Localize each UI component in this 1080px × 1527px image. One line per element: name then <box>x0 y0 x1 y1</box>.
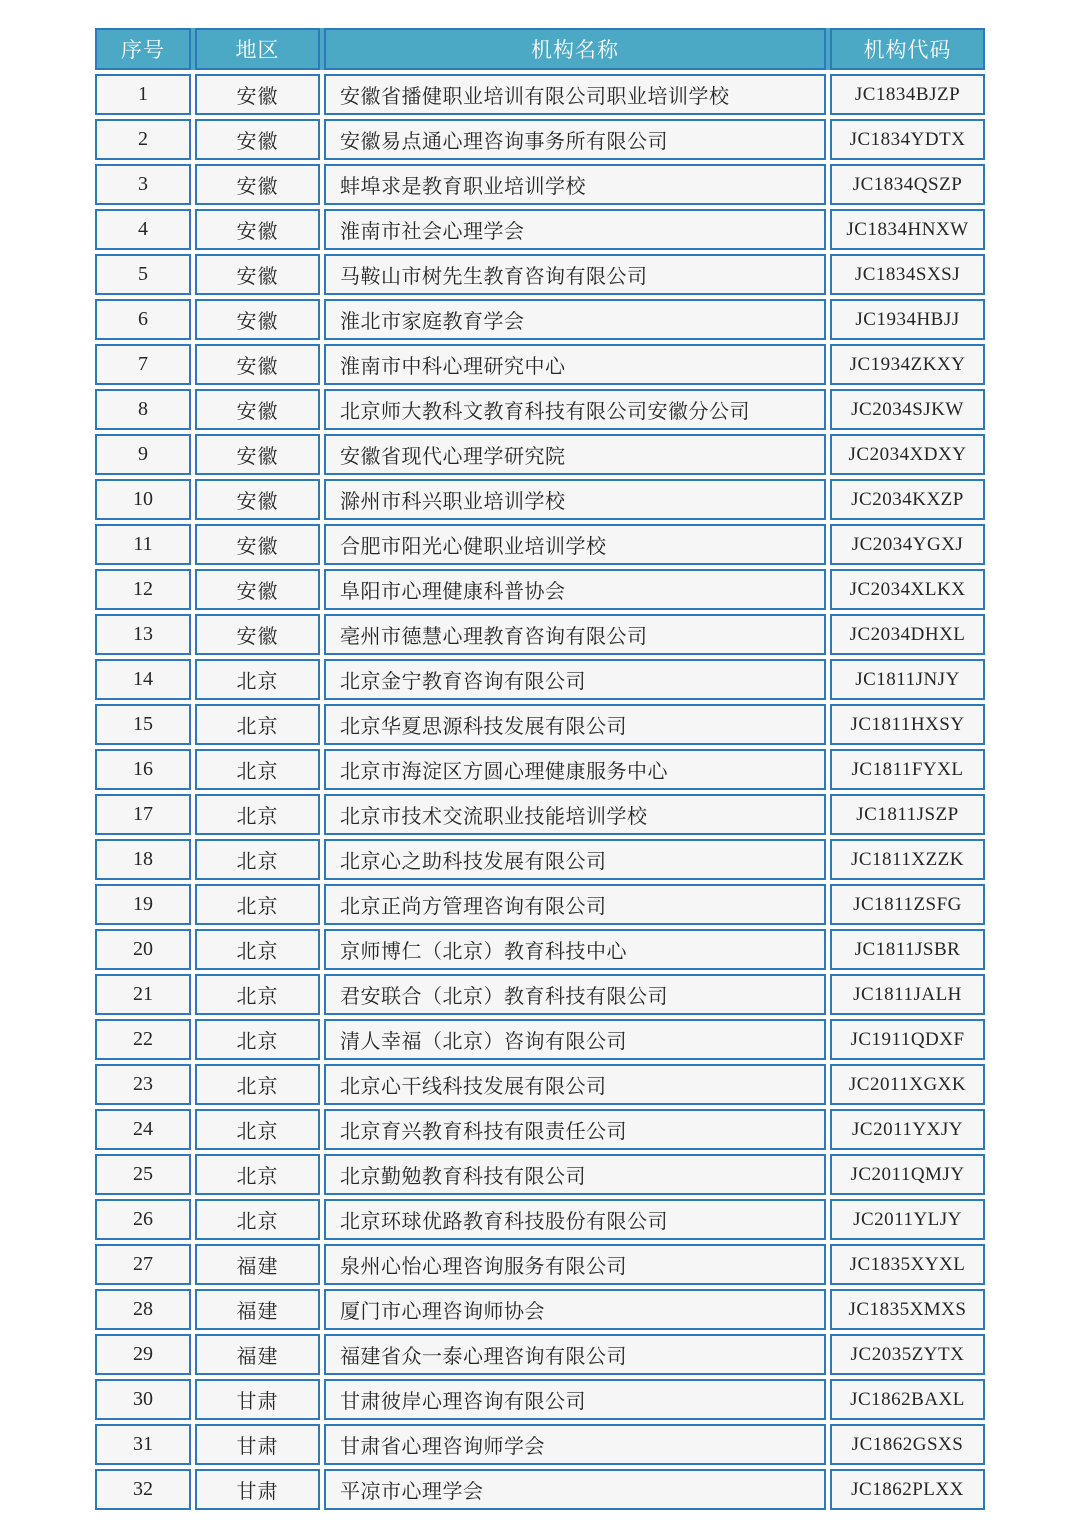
table-row <box>95 299 985 340</box>
cell-region: 安徽 <box>195 119 320 160</box>
cell-institution-name: 淮南市社会心理学会 <box>324 209 826 250</box>
cell-institution-name: 北京心之助科技发展有限公司 <box>324 839 826 880</box>
cell-region: 福建 <box>195 1244 320 1285</box>
cell-index: 31 <box>95 1424 191 1465</box>
table-row <box>95 434 985 475</box>
cell-institution-code: JC1834QSZP <box>830 164 985 205</box>
cell-region: 安徽 <box>195 74 320 115</box>
cell-institution-name: 淮南市中科心理研究中心 <box>324 344 826 385</box>
table-row <box>95 794 985 835</box>
cell-institution-name: 泉州心怡心理咨询服务有限公司 <box>324 1244 826 1285</box>
cell-region: 北京 <box>195 749 320 790</box>
table-row <box>95 1334 985 1375</box>
cell-institution-name: 淮北市家庭教育学会 <box>324 299 826 340</box>
cell-index: 20 <box>95 929 191 970</box>
cell-institution-name: 马鞍山市树先生教育咨询有限公司 <box>324 254 826 295</box>
cell-index: 21 <box>95 974 191 1015</box>
cell-institution-code: JC1862GSXS <box>830 1424 985 1465</box>
cell-index: 10 <box>95 479 191 520</box>
cell-index: 14 <box>95 659 191 700</box>
cell-region: 甘肃 <box>195 1424 320 1465</box>
cell-index: 1 <box>95 74 191 115</box>
cell-region: 安徽 <box>195 434 320 475</box>
cell-region: 安徽 <box>195 389 320 430</box>
cell-institution-code: JC2011QMJY <box>830 1154 985 1195</box>
cell-index: 8 <box>95 389 191 430</box>
table-row <box>95 749 985 790</box>
cell-institution-name: 北京市技术交流职业技能培训学校 <box>324 794 826 835</box>
cell-index: 27 <box>95 1244 191 1285</box>
column-header-index: 序号 <box>95 28 191 70</box>
cell-region: 福建 <box>195 1334 320 1375</box>
cell-institution-code: JC1811HXSY <box>830 704 985 745</box>
cell-region: 北京 <box>195 1154 320 1195</box>
cell-index: 11 <box>95 524 191 565</box>
cell-institution-code: JC1834HNXW <box>830 209 985 250</box>
cell-region: 北京 <box>195 1109 320 1150</box>
table-row <box>95 1424 985 1465</box>
cell-index: 5 <box>95 254 191 295</box>
cell-index: 22 <box>95 1019 191 1060</box>
cell-institution-name: 亳州市德慧心理教育咨询有限公司 <box>324 614 826 655</box>
cell-region: 安徽 <box>195 569 320 610</box>
cell-institution-code: JC2011YLJY <box>830 1199 985 1240</box>
cell-institution-name: 君安联合（北京）教育科技有限公司 <box>324 974 826 1015</box>
cell-region: 安徽 <box>195 254 320 295</box>
cell-region: 北京 <box>195 884 320 925</box>
cell-region: 北京 <box>195 659 320 700</box>
cell-index: 13 <box>95 614 191 655</box>
cell-institution-code: JC1862BAXL <box>830 1379 985 1420</box>
cell-institution-code: JC2034DHXL <box>830 614 985 655</box>
cell-institution-name: 北京环球优路教育科技股份有限公司 <box>324 1199 826 1240</box>
cell-index: 29 <box>95 1334 191 1375</box>
cell-index: 6 <box>95 299 191 340</box>
cell-institution-code: JC2035ZYTX <box>830 1334 985 1375</box>
cell-region: 安徽 <box>195 209 320 250</box>
cell-institution-name: 北京正尚方管理咨询有限公司 <box>324 884 826 925</box>
table-row <box>95 524 985 565</box>
table-row <box>95 209 985 250</box>
table-row <box>95 1019 985 1060</box>
table-row <box>95 164 985 205</box>
cell-institution-name: 北京师大教科文教育科技有限公司安徽分公司 <box>324 389 826 430</box>
column-header-institution-name: 机构名称 <box>324 28 826 70</box>
table-row <box>95 704 985 745</box>
cell-region: 北京 <box>195 839 320 880</box>
cell-region: 安徽 <box>195 164 320 205</box>
table-row <box>95 1379 985 1420</box>
cell-institution-name: 蚌埠求是教育职业培训学校 <box>324 164 826 205</box>
cell-institution-name: 清人幸福（北京）咨询有限公司 <box>324 1019 826 1060</box>
cell-region: 北京 <box>195 1019 320 1060</box>
cell-region: 安徽 <box>195 524 320 565</box>
cell-institution-name: 甘肃省心理咨询师学会 <box>324 1424 826 1465</box>
cell-region: 福建 <box>195 1289 320 1330</box>
cell-index: 32 <box>95 1469 191 1510</box>
cell-institution-code: JC1834BJZP <box>830 74 985 115</box>
table-row <box>95 479 985 520</box>
cell-institution-code: JC1811XZZK <box>830 839 985 880</box>
cell-institution-name: 北京心干线科技发展有限公司 <box>324 1064 826 1105</box>
cell-institution-name: 甘肃彼岸心理咨询有限公司 <box>324 1379 826 1420</box>
cell-region: 北京 <box>195 974 320 1015</box>
table-row <box>95 1289 985 1330</box>
cell-institution-code: JC1862PLXX <box>830 1469 985 1510</box>
table-row <box>95 74 985 115</box>
cell-institution-code: JC1835XMXS <box>830 1289 985 1330</box>
cell-institution-code: JC1811JSBR <box>830 929 985 970</box>
cell-institution-name: 安徽省现代心理学研究院 <box>324 434 826 475</box>
cell-index: 15 <box>95 704 191 745</box>
cell-institution-code: JC1811FYXL <box>830 749 985 790</box>
cell-region: 北京 <box>195 1199 320 1240</box>
cell-institution-code: JC1811JALH <box>830 974 985 1015</box>
table-row <box>95 1064 985 1105</box>
cell-institution-code: JC1834SXSJ <box>830 254 985 295</box>
cell-region: 安徽 <box>195 479 320 520</box>
table-row <box>95 839 985 880</box>
cell-index: 24 <box>95 1109 191 1150</box>
cell-institution-code: JC2034XDXY <box>830 434 985 475</box>
cell-region: 安徽 <box>195 344 320 385</box>
cell-institution-name: 平凉市心理学会 <box>324 1469 826 1510</box>
cell-index: 18 <box>95 839 191 880</box>
cell-index: 17 <box>95 794 191 835</box>
cell-institution-code: JC1811JNJY <box>830 659 985 700</box>
cell-institution-name: 厦门市心理咨询师协会 <box>324 1289 826 1330</box>
table-row <box>95 569 985 610</box>
cell-institution-code: JC1834YDTX <box>830 119 985 160</box>
cell-index: 30 <box>95 1379 191 1420</box>
cell-institution-code: JC1934ZKXY <box>830 344 985 385</box>
table-row <box>95 884 985 925</box>
table-row <box>95 1199 985 1240</box>
cell-institution-name: 合肥市阳光心健职业培训学校 <box>324 524 826 565</box>
table-row <box>95 1244 985 1285</box>
cell-institution-name: 北京市海淀区方圆心理健康服务中心 <box>324 749 826 790</box>
table-row <box>95 344 985 385</box>
cell-index: 28 <box>95 1289 191 1330</box>
cell-region: 安徽 <box>195 299 320 340</box>
cell-institution-name: 北京华夏思源科技发展有限公司 <box>324 704 826 745</box>
table-row <box>95 614 985 655</box>
table-row <box>95 929 985 970</box>
cell-institution-code: JC2034SJKW <box>830 389 985 430</box>
cell-institution-name: 福建省众一泰心理咨询有限公司 <box>324 1334 826 1375</box>
cell-region: 北京 <box>195 929 320 970</box>
cell-region: 北京 <box>195 1064 320 1105</box>
column-header-institution-code: 机构代码 <box>830 28 985 70</box>
cell-institution-code: JC1811JSZP <box>830 794 985 835</box>
cell-institution-code: JC1911QDXF <box>830 1019 985 1060</box>
table-row <box>95 974 985 1015</box>
cell-institution-name: 阜阳市心理健康科普协会 <box>324 569 826 610</box>
cell-index: 9 <box>95 434 191 475</box>
table-row <box>95 659 985 700</box>
table-row <box>95 254 985 295</box>
cell-institution-name: 北京育兴教育科技有限责任公司 <box>324 1109 826 1150</box>
cell-region: 甘肃 <box>195 1469 320 1510</box>
cell-index: 16 <box>95 749 191 790</box>
cell-index: 25 <box>95 1154 191 1195</box>
table-row <box>95 389 985 430</box>
cell-index: 23 <box>95 1064 191 1105</box>
cell-index: 12 <box>95 569 191 610</box>
cell-region: 甘肃 <box>195 1379 320 1420</box>
cell-institution-code: JC2034KXZP <box>830 479 985 520</box>
institutions-table <box>95 28 985 1510</box>
cell-index: 4 <box>95 209 191 250</box>
cell-region: 北京 <box>195 794 320 835</box>
cell-institution-code: JC1811ZSFG <box>830 884 985 925</box>
cell-institution-name: 滁州市科兴职业培训学校 <box>324 479 826 520</box>
cell-index: 2 <box>95 119 191 160</box>
cell-institution-code: JC1835XYXL <box>830 1244 985 1285</box>
cell-institution-name: 安徽省播健职业培训有限公司职业培训学校 <box>324 74 826 115</box>
table-header-row <box>95 28 985 70</box>
table-row <box>95 1109 985 1150</box>
table-row <box>95 119 985 160</box>
cell-index: 7 <box>95 344 191 385</box>
table-row <box>95 1469 985 1510</box>
cell-index: 26 <box>95 1199 191 1240</box>
cell-index: 19 <box>95 884 191 925</box>
cell-institution-name: 安徽易点通心理咨询事务所有限公司 <box>324 119 826 160</box>
column-header-region: 地区 <box>195 28 320 70</box>
table-body <box>95 74 985 1510</box>
cell-institution-code: JC2034YGXJ <box>830 524 985 565</box>
table-row <box>95 1154 985 1195</box>
cell-institution-name: 京师博仁（北京）教育科技中心 <box>324 929 826 970</box>
cell-index: 3 <box>95 164 191 205</box>
cell-institution-name: 北京金宁教育咨询有限公司 <box>324 659 826 700</box>
cell-institution-name: 北京勤勉教育科技有限公司 <box>324 1154 826 1195</box>
cell-institution-code: JC2011XGXK <box>830 1064 985 1105</box>
cell-institution-code: JC1934HBJJ <box>830 299 985 340</box>
cell-institution-code: JC2034XLKX <box>830 569 985 610</box>
cell-institution-code: JC2011YXJY <box>830 1109 985 1150</box>
cell-region: 安徽 <box>195 614 320 655</box>
cell-region: 北京 <box>195 704 320 745</box>
